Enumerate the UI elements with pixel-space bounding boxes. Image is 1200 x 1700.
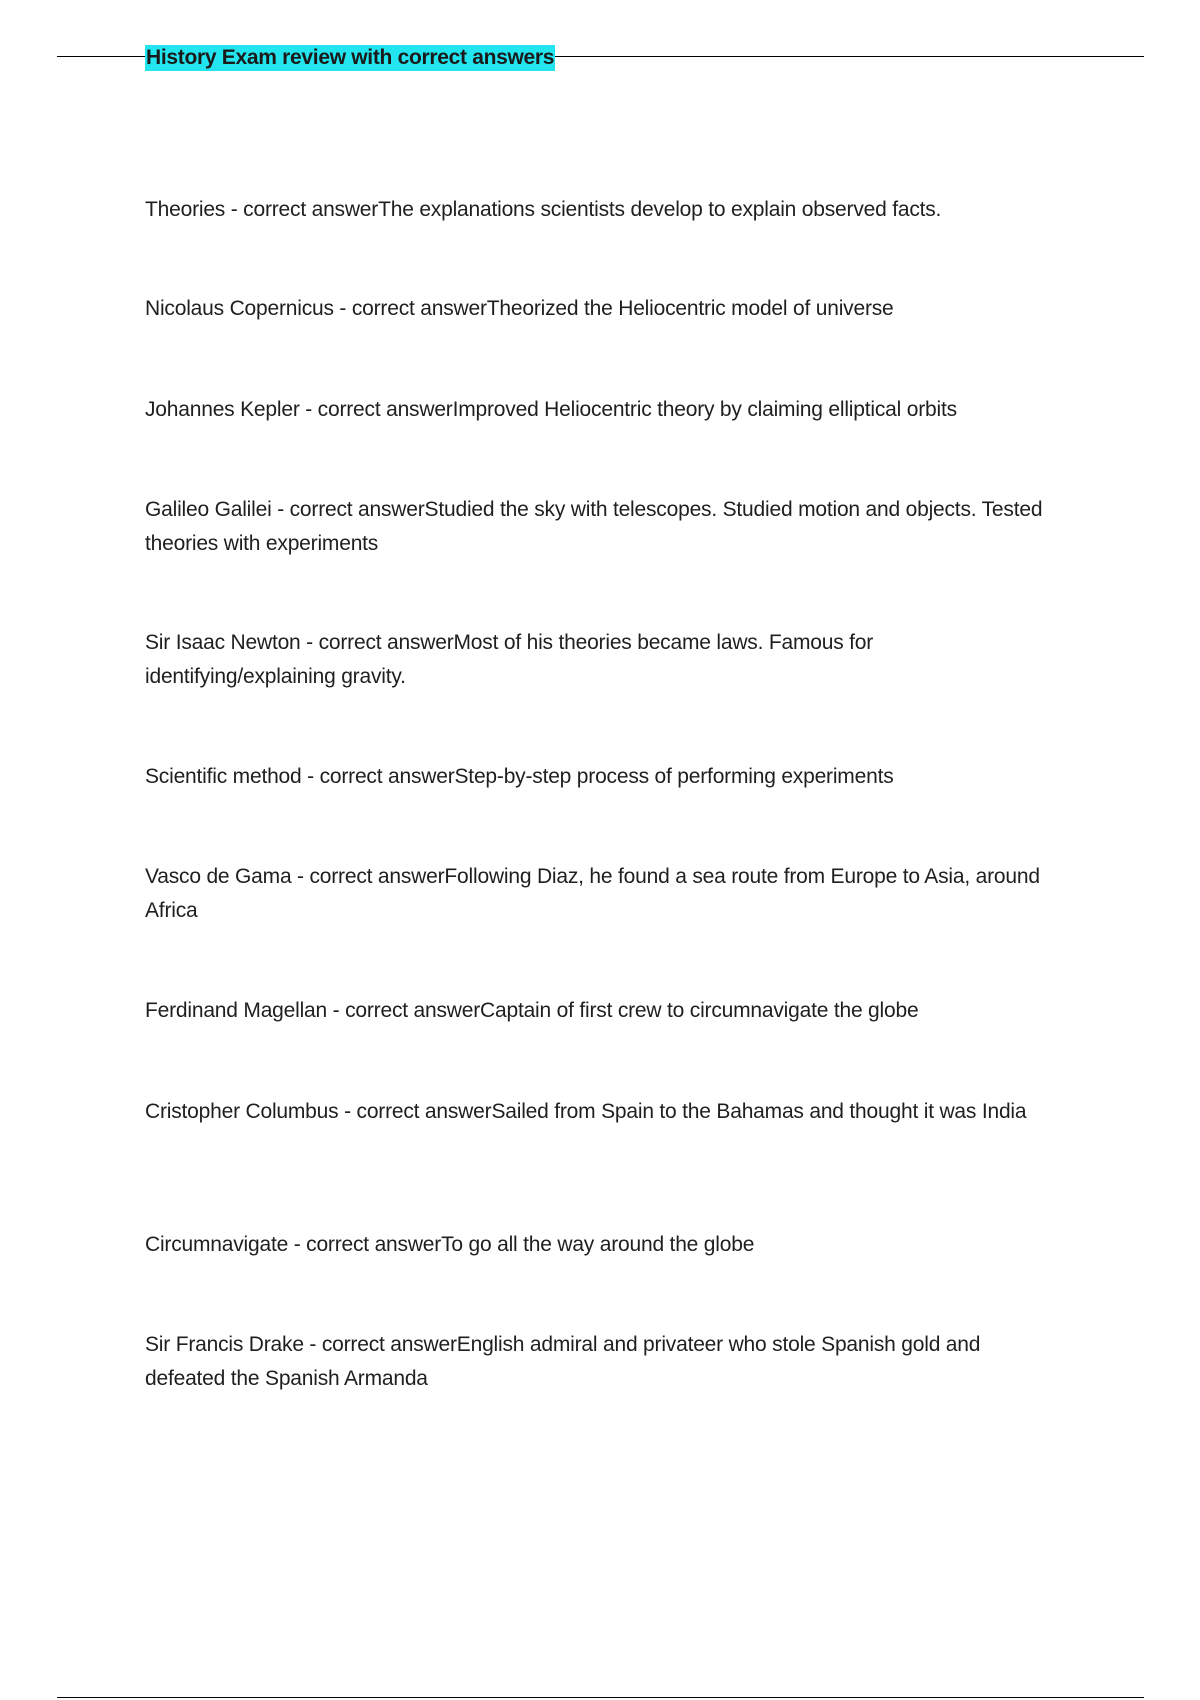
qa-separator: - correct answer [225,198,379,221]
qa-term: Vasco de Gama [145,865,292,888]
qa-answer: Studied the sky with telescopes. Studied motion and objects. Tested theories with experiments [145,498,1043,555]
qa-separator: - correct answer [301,765,455,788]
qa-separator: - correct answer [333,297,487,320]
qa-separator: - correct answer [291,865,445,888]
qa-item [145,1228,1065,1262]
qa-separator: - correct answer [327,999,481,1022]
qa-answer: The explanations scientists develop to explain observed facts. [378,198,942,221]
qa-term: Scientific method [145,765,302,788]
page-title: History Exam review with correct answers [146,46,555,69]
qa-answer: Captain of first crew to circumnavigate the globe [480,999,919,1022]
qa-term: Sir Isaac Newton [145,631,301,654]
qa-item [145,760,1065,794]
qa-separator: - correct answer [303,1333,457,1356]
qa-separator: - correct answer [300,631,454,654]
qa-answer: English admiral and privateer who stole Spanish gold and defeated the Spanish Armanda [145,1333,981,1390]
qa-term: Ferdinand Magellan [145,999,328,1022]
qa-answer: Improved Heliocentric theory by claiming elliptical orbits [452,398,957,421]
qa-answer: Most of his theories became laws. Famous for identifying/explaining gravity. [145,631,874,688]
qa-item [145,860,1065,928]
qa-item [145,626,1065,694]
qa-term: Galileo Galilei [145,498,272,521]
qa-answer: Theorized the Heliocentric model of universe [486,297,894,320]
qa-term: Theories [145,198,226,221]
qa-separator: - correct answer [271,498,425,521]
qa-item [145,193,1065,227]
qa-item [145,292,1065,326]
footer-rule [57,1697,1144,1698]
qa-separator: - correct answer [338,1100,492,1123]
qa-separator: - correct answer [288,1233,442,1256]
qa-answer: To go all the way around the globe [441,1233,755,1256]
qa-item [145,493,1065,561]
qa-item [145,1095,1065,1129]
qa-answer: Step-by-step process of performing experiments [454,765,894,788]
qa-item [145,1328,1065,1396]
qa-answer: Sailed from Spain to the Bahamas and thought it was India [491,1100,1027,1123]
qa-term: Johannes Kepler [145,398,300,421]
qa-term: Cristopher Columbus [145,1100,339,1123]
qa-term: Nicolaus Copernicus [145,297,334,320]
qa-item [145,393,1065,427]
qa-term: Sir Francis Drake [145,1333,304,1356]
qa-item [145,994,1065,1028]
qa-answer: Following Diaz, he found a sea route from Europe to Asia, around Africa [145,865,1040,922]
qa-term: Circumnavigate [145,1233,289,1256]
qa-separator: - correct answer [299,398,453,421]
